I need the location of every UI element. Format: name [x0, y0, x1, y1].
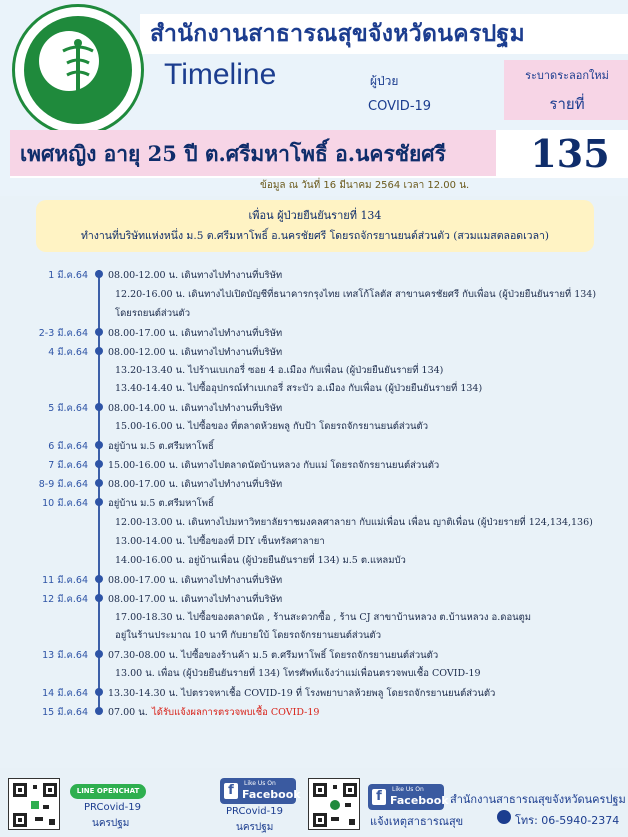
- timeline-title: Timeline: [164, 58, 277, 91]
- facebook-text: Facebook: [390, 794, 449, 807]
- timeline-dot: [95, 441, 103, 449]
- timeline-dot: [95, 575, 103, 583]
- timeline-event: 13.30-14.30 น. ไปตรวจหาเชื้อ COVID-19 ที่ โรงพยาบาลห้วยพลู โดยรถจักรยานยนต์ส่วนตัว: [108, 688, 496, 699]
- fb-label-1: PRCovid-19: [226, 806, 283, 817]
- timeline-date: 2-3 มี.ค.64: [38, 328, 88, 339]
- timeline-dot: [95, 347, 103, 355]
- timeline-date: 6 มี.ค.64: [48, 441, 88, 452]
- timeline-date: 10 มี.ค.64: [42, 498, 88, 509]
- timeline-dot: [95, 707, 103, 715]
- footer-org-name: สำนักงานสาธารณสุขจังหวัดนครปฐม: [450, 793, 626, 806]
- case-description: เพศหญิง อายุ 25 ปี ต.ศรีมหาโพธิ์ อ.นครชัยศรี: [20, 141, 446, 166]
- facebook-like-text: Like Us On: [244, 780, 276, 787]
- banner-line-1: เพื่อน ผู้ป่วยยืนยันรายที่ 134: [248, 209, 382, 222]
- qr-pattern-icon: [309, 779, 361, 831]
- timeline-event: 13.20-13.40 น. ไปร้านเบเกอรี่ ซอย 4 อ.เมือง กับเพื่อน (ผู้ป่วยยืนยันรายที่ 134): [115, 365, 444, 376]
- timeline-date: 11 มี.ค.64: [42, 575, 88, 586]
- timeline-event: 07.00 น.: [108, 707, 148, 718]
- facebook-icon: f: [372, 789, 386, 805]
- timeline-event: 12.00-13.00 น. เดินทางไปมหาวิทยาลัยราชมงคลศาลายา กับแม่เพื่อน เพื่อน ญาติเพื่อน (ผู้ป่วยรายที่ 124,134,136): [115, 517, 593, 528]
- wave-label: ระบาดระลอกใหม่: [525, 69, 609, 82]
- timeline-date: 4 มี.ค.64: [48, 347, 88, 358]
- timeline-date: 13 มี.ค.64: [42, 650, 88, 661]
- timeline-event: 15.00-16.00 น. ไปซื้อของ ที่ตลาดห้วยพลู กับป้า โดยรถจักรยานยนต์ส่วนตัว: [115, 421, 429, 432]
- timeline-dot: [95, 270, 103, 278]
- timeline-date: 15 มี.ค.64: [42, 707, 88, 718]
- timeline-event: 17.00-18.30 น. ไปซื้อของตลาดนัด , ร้านสะดวกซื้อ , ร้าน CJ สาขาบ้านหลวง ต.บ้านหลวง อ.ดอนตูม: [115, 612, 532, 623]
- ministry-logo: [12, 4, 144, 136]
- timeline-event: 14.00-16.00 น. อยู่บ้านเพื่อน (ผู้ป่วยยืนยันรายที่ 134) ม.5 ต.แหลมบัว: [115, 555, 406, 566]
- timeline-dot: [95, 479, 103, 487]
- facebook-text: Facebook: [242, 788, 301, 801]
- timeline-axis: [98, 270, 100, 710]
- timeline-date: 7 มี.ค.64: [48, 460, 88, 471]
- line-openchat-badge: LINE OPENCHAT: [70, 784, 146, 799]
- timeline-event-result: ได้รับแจ้งผลการตรวจพบเชื้อ COVID-19: [152, 707, 320, 718]
- timeline-date: 8-9 มี.ค.64: [38, 479, 88, 490]
- data-date: ข้อมูล ณ วันที่ 16 มีนาคม 2564 เวลา 12.00 น.: [260, 180, 470, 191]
- caduceus-icon: [15, 7, 147, 139]
- timeline-event: 08.00-17.00 น. เดินทางไปทำงานที่บริษัท: [108, 328, 283, 339]
- facebook-icon: f: [224, 783, 238, 799]
- timeline-dot: [95, 498, 103, 506]
- org-title: สำนักงานสาธารณสุขจังหวัดนครปฐม: [150, 20, 525, 47]
- timeline-event: 08.00-17.00 น. เดินทางไปทำงานที่บริษัท: [108, 594, 283, 605]
- timeline-dot: [95, 688, 103, 696]
- case-label: รายที่: [549, 95, 585, 113]
- facebook-qr-code[interactable]: [308, 778, 360, 830]
- timeline-dot: [95, 328, 103, 336]
- timeline-dot: [95, 650, 103, 658]
- timeline-event: 12.20-16.00 น. เดินทางไปเปิดบัญชีที่ธนาคารกรุงไทย เทสโก้โลตัส สาขานครชัยศรี กับเพื่อน (ผู้ป่วยยืนยันรายที่ 134): [115, 289, 597, 300]
- case-number: 135: [530, 131, 610, 176]
- timeline-date: 14 มี.ค.64: [42, 688, 88, 699]
- timeline-dot: [95, 403, 103, 411]
- timeline-event: อยู่บ้าน ม.5 ต.ศรีมหาโพธิ์: [108, 498, 214, 509]
- facebook-like-text: Like Us On: [392, 786, 424, 793]
- timeline-event: 13.00-14.00 น. ไปซื้อของที่ DIY เซ็นทรัลศาลายา: [115, 536, 325, 547]
- facebook-badge[interactable]: [220, 778, 301, 804]
- timeline-event: 13.00 น. เพื่อน (ผู้ป่วยยืนยันรายที่ 134) โทรศัพท์แจ้งว่าแม่เพื่อนตรวจพบเชื้อ COVID-19: [115, 668, 481, 679]
- timeline-date: 1 มี.ค.64: [48, 270, 88, 281]
- timeline-dot: [95, 460, 103, 468]
- timeline-event: 08.00-12.00 น. เดินทางไปทำงานที่บริษัท: [108, 347, 283, 358]
- timeline-event: 08.00-14.00 น. เดินทางไปทำงานที่บริษัท: [108, 403, 283, 414]
- facebook-badge-2[interactable]: [368, 784, 449, 810]
- timeline-dot: [95, 594, 103, 602]
- timeline-event: อยู่ในร้านประมาณ 10 นาที กับยายใบ้ โดยรถจักรยานยนต์ส่วนตัว: [115, 630, 382, 641]
- qr-pattern-icon: [9, 779, 61, 831]
- banner-line-2: ทำงานที่บริษัทแห่งหนึ่ง ม.5 ต.ศรีมหาโพธิ์ อ.นครชัยศรี โดยรถจักรยานยนต์ส่วนตัว (สวมแมสตลอดเวลา): [80, 230, 550, 242]
- timeline-date: 5 มี.ค.64: [48, 403, 88, 414]
- pr-label-1: PRCovid-19: [84, 802, 141, 813]
- pr-label-2: นครปฐม: [92, 818, 130, 829]
- timeline-event: อยู่บ้าน ม.5 ต.ศรีมหาโพธิ์: [108, 441, 214, 452]
- timeline-event: 15.00-16.00 น. เดินทางไปตลาดนัดบ้านหลวง กับแม่ โดยรถจักรยานยนต์ส่วนตัว: [108, 460, 440, 471]
- covid-label: COVID-19: [368, 99, 432, 114]
- phone-icon: [497, 810, 511, 824]
- timeline-event: 07.30-08.00 น. ไปซื้อของร้านค้า ม.5 ต.ศรีมหาโพธิ์ โดยรถจักรยานยนต์ส่วนตัว: [108, 650, 439, 661]
- timeline-event: 08.00-17.00 น. เดินทางไปทำงานที่บริษัท: [108, 575, 283, 586]
- fb-label-2: นครปฐม: [236, 822, 274, 833]
- report-label: แจ้งเหตุสาธารณสุข: [370, 815, 464, 828]
- timeline-event: โดยรถยนต์ส่วนตัว: [115, 308, 191, 319]
- timeline-event: 08.00-12.00 น. เดินทางไปทำงานที่บริษัท: [108, 270, 283, 281]
- timeline-event: 08.00-17.00 น. เดินทางไปทำงานที่บริษัท: [108, 479, 283, 490]
- patient-label: ผู้ป่วย: [370, 74, 399, 88]
- timeline-date: 12 มี.ค.64: [42, 594, 88, 605]
- phone-number[interactable]: โทร: 06-5940-2374: [515, 814, 620, 827]
- timeline-event: 13.40-14.40 น. ไปซื้ออุปกรณ์ทำเบเกอรี่ สระบัว อ.เมือง กับเพื่อน (ผู้ป่วยยืนยันรายที่ 134): [115, 383, 483, 394]
- line-qr-code[interactable]: [8, 778, 60, 830]
